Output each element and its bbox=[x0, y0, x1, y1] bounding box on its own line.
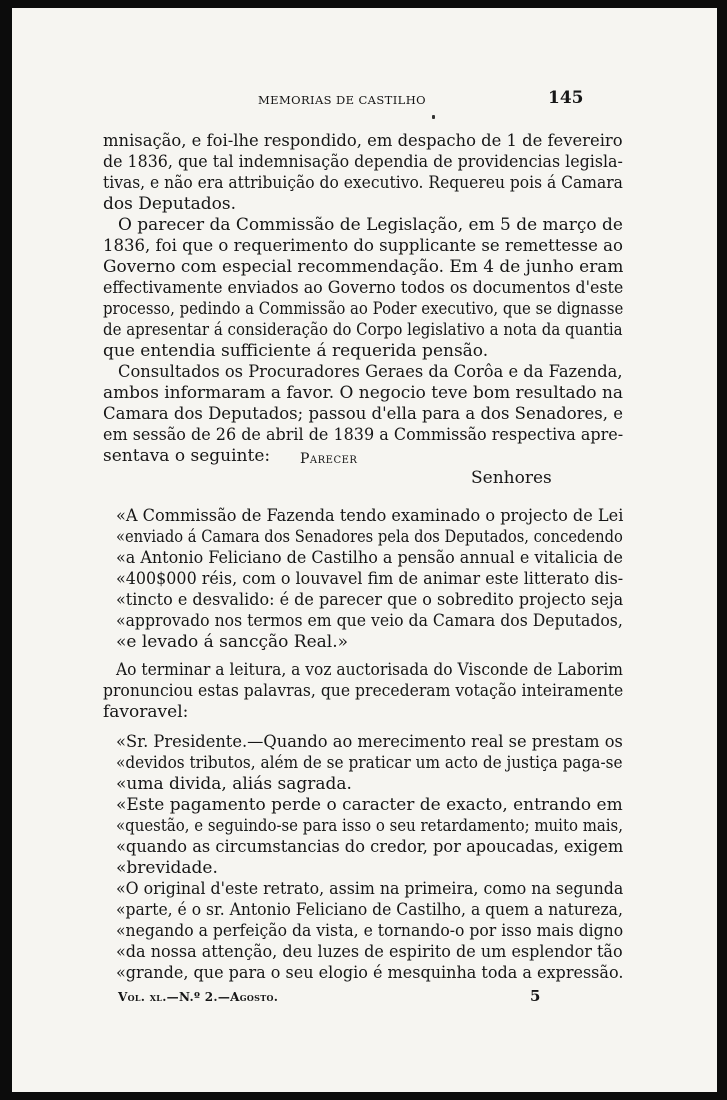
volume-signature: Vol. xl.—N.º 2.—Agosto. bbox=[118, 990, 279, 1004]
quote-line: «approvado nos termos em que veio da Camara dos Deputados, bbox=[116, 611, 623, 631]
body-line: que entendia sufficiente á requerida pensão. bbox=[103, 341, 489, 361]
speech-line: «parte, é o sr. Antonio Feliciano de Castilho, a quem a natureza, bbox=[116, 900, 623, 920]
body-line: Ao terminar a leitura, a voz auctorisada do Visconde de Laborim bbox=[116, 660, 623, 680]
speech-line: «uma divida, aliás sagrada. bbox=[116, 774, 352, 794]
body-line: effectivamente enviados ao Governo todos os documentos d'este bbox=[103, 278, 624, 298]
body-line: de 1836, que tal indemnisação dependia de providencias legisla- bbox=[103, 152, 623, 172]
speech-line: «devidos tributos, além de se praticar um acto de justiça paga-se bbox=[116, 753, 623, 773]
speech-line: «brevidade. bbox=[116, 858, 218, 878]
body-line: Camara dos Deputados; passou d'ella para a dos Senadores, e bbox=[103, 404, 624, 424]
quote-line: «tincto e desvalido: é de parecer que o sobredito projecto seja bbox=[116, 590, 624, 610]
speech-line: «da nossa attenção, deu luzes de espirito de um esplendor tão bbox=[116, 942, 623, 962]
body-line: pronunciou estas palavras, que precederam votação inteiramente bbox=[103, 681, 624, 701]
speech-line: «negando a perfeição da vista, e tornando-o por isso mais digno bbox=[116, 921, 624, 941]
speech-line: «quando as circumstancias do credor, por apoucadas, exigem bbox=[116, 837, 624, 857]
body-line: Governo com especial recommendação. Em 4 de junho eram bbox=[103, 257, 624, 277]
quote-line: «A Commissão de Fazenda tendo examinado o projecto de Lei bbox=[116, 506, 624, 526]
body-line: dos Deputados. bbox=[103, 194, 236, 214]
quote-line: «400$000 réis, com o louvavel fim de animar este litterato dis- bbox=[116, 569, 624, 589]
body-line: favoravel: bbox=[103, 702, 189, 722]
parecer-heading: Parecer bbox=[300, 451, 358, 467]
speech-line: «O original d'este retrato, assim na primeira, como na segunda bbox=[116, 879, 624, 899]
speech-line: «questão, e seguindo-se para isso o seu retardamento; muito mais, bbox=[116, 816, 623, 836]
running-title: MEMORIAS DE CASTILHO bbox=[258, 93, 426, 107]
speech-line: «grande, que para o seu elogio é mesquinha toda a expressão. bbox=[116, 963, 624, 983]
body-line: Consultados os Procuradores Geraes da Corôa e da Fazenda, bbox=[118, 362, 623, 382]
body-line: sentava o seguinte: bbox=[103, 446, 271, 466]
quote-line: «enviado á Camara dos Senadores pela dos Deputados, concedendo bbox=[116, 527, 623, 547]
body-line: ambos informaram a favor. O negocio teve bom resultado na bbox=[103, 383, 623, 403]
body-line: tivas, e não era attribuição do executivo. Requereu pois á Camara bbox=[103, 173, 623, 193]
quote-line: «e levado á sancção Real.» bbox=[116, 632, 349, 652]
body-line: O parecer da Commissão de Legislação, em 5 de março de bbox=[118, 215, 623, 235]
speech-line: «Sr. Presidente.—Quando ao merecimento real se prestam os bbox=[116, 732, 623, 752]
body-line: 1836, foi que o requerimento do supplicante se remettesse ao bbox=[103, 236, 623, 256]
body-line: mnisação, e foi-lhe respondido, em despacho de 1 de fevereiro bbox=[103, 131, 623, 151]
ink-speck bbox=[432, 115, 435, 119]
sheet-signature: 5 bbox=[530, 987, 541, 1005]
body-line: processo, pedindo a Commissão ao Poder executivo, que se dignasse bbox=[103, 299, 624, 319]
page-number: 145 bbox=[548, 88, 584, 108]
speech-line: «Este pagamento perde o caracter de exacto, entrando em bbox=[116, 795, 623, 815]
body-line: de apresentar á consideração do Corpo legislativo a nota da quantia bbox=[103, 320, 623, 340]
quote-line: «a Antonio Feliciano de Castilho a pensão annual e vitalicia de bbox=[116, 548, 623, 568]
body-line: em sessão de 26 de abril de 1839 a Commissão respectiva apre- bbox=[103, 425, 624, 445]
salutation: Senhores bbox=[471, 468, 552, 488]
